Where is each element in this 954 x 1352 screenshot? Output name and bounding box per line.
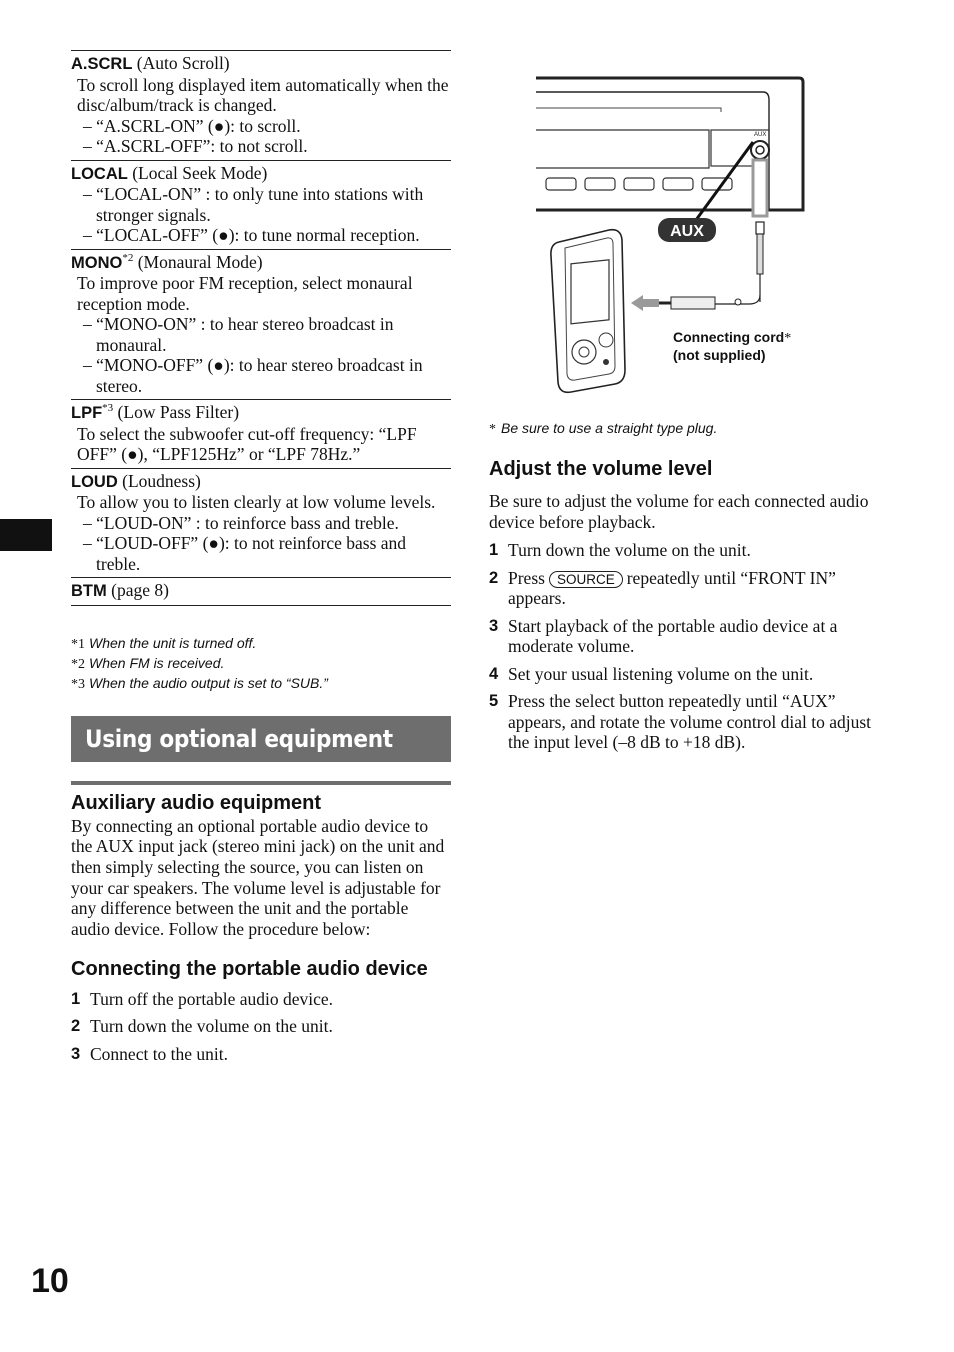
connection-diagram [531,70,831,400]
list-item: 1 Turn down the volume on the unit. [489,540,751,561]
footnote-text: When the audio output is set to “SUB.” [89,674,328,691]
adjust-steps [489,540,874,753]
setting-entry [71,577,451,606]
setting-title [71,252,451,274]
footnote [71,674,451,694]
setting-entry [71,249,451,400]
list-item: 4 Set your usual listening volume on the unit. [489,663,814,684]
connect-steps [71,989,451,1065]
footnote [71,634,451,654]
chapter-tab-marker [0,519,52,551]
list-item: 2 Press SOURCE repeatedly until “FRONT IN” appears. [489,567,836,609]
footnote-text: When FM is received. [89,654,225,671]
footnote-mark: *3 [71,676,85,692]
left-column [71,50,451,1071]
aux-body: By connecting an optional portable audio device to the AUX input jack (stereo mini jack) on the unit and then simply selecting the source, you can listen on your car speakers. The volume level is adjustable for any difference between the unit and the portable audio device. Follow the procedure below: [71,815,445,940]
list-item: 5 Press the select button repeatedly until “AUX” appears, and rotate the volume control dial to adjust the input level (–8 dB to +18 dB). [489,691,872,753]
setting-option: – “A.SCRL-OFF”: to not scroll. [83,136,308,156]
setting-title [71,53,451,75]
footnote-mark: *1 [71,636,85,652]
adjust-volume-section [489,458,874,760]
setting-term: A.SCRL [71,55,133,73]
setting-option: – “A.SCRL-ON” (●): to scroll. [83,115,301,136]
setting-subtitle: (Local Seek Mode) [127,162,268,183]
setting-option: – “MONO-ON” : to hear stereo broadcast in monaural. [83,314,394,355]
adjust-heading: Adjust the volume level [489,458,713,480]
footnote-mark: *2 [71,656,85,672]
setting-title [71,471,451,493]
setting-option: – “LOCAL-ON” : to only tune into stations with stronger signals. [83,184,424,225]
footnote-ref: *2 [122,251,134,264]
section-title-banner: Using optional equipment [71,716,451,762]
connect-heading: Connecting the portable audio device [71,957,428,980]
aux-heading: Auxiliary audio equipment [71,791,322,814]
section-divider [71,781,451,785]
setting-term: MONO [71,253,123,272]
setting-term: LOUD [71,472,118,491]
setting-title [71,580,451,602]
footnote-text: When the unit is turned off. [89,634,257,651]
source-key: SOURCE [549,571,623,588]
list-item: 2 Turn down the volume on the unit. [71,1016,333,1037]
list-item: 3 Start playback of the portable audio device at a moderate volume. [489,615,838,657]
list-item: 1 Turn off the portable audio device. [71,988,334,1009]
adjust-body: Be sure to adjust the volume for each connected audio device before playback. [489,491,869,532]
settings-list [71,50,451,606]
cord-label-note: (not supplied) [673,347,766,363]
setting-entry [71,399,451,468]
setting-option: – “MONO-OFF” (●): to hear stereo broadcast in stereo. [83,355,423,396]
footnote [71,654,451,674]
setting-entry [71,50,451,160]
setting-description: To allow you to listen clearly at low volume levels. [77,492,436,512]
setting-subtitle: (Loudness) [117,470,201,491]
setting-option: – “LOUD-OFF” (●): to not reinforce bass and treble. [83,533,407,574]
jack-label: AUX [754,132,767,138]
cord-label: Connecting cord* [673,329,792,346]
setting-subtitle: (Low Pass Filter) [113,402,240,422]
setting-subtitle: (Monaural Mode) [133,251,263,272]
connection-illustration [531,70,831,400]
setting-option: – “LOUD-ON” : to reinforce bass and treble. [83,512,399,533]
setting-description: To scroll long displayed item automatically when the disc/album/track is changed. [77,74,449,115]
aux-badge: AUX [670,223,704,240]
setting-option: – “LOCAL-OFF” (●): to tune normal reception. [83,225,420,245]
setting-term: LOCAL [71,164,128,183]
setting-description: To improve poor FM reception, select monaural reception mode. [77,273,413,314]
page-number: 10 [31,1262,69,1300]
setting-title [71,163,451,185]
setting-subtitle: (Auto Scroll) [132,53,230,73]
setting-entry [71,160,451,249]
setting-subtitle: (page 8) [106,580,169,600]
setting-term: LPF [71,404,103,422]
footnote-ref: *3 [102,402,114,415]
footnotes [71,634,451,694]
setting-entry [71,468,451,578]
list-item: 3 Connect to the unit. [71,1043,229,1064]
setting-term: BTM [71,582,107,600]
figure-note: * Be sure to use a straight type plug. [489,420,718,437]
setting-description: To select the subwoofer cut-off frequency: “LPF OFF” (●), “LPF125Hz” or “LPF 78Hz.” [77,423,417,464]
setting-title [71,402,451,424]
